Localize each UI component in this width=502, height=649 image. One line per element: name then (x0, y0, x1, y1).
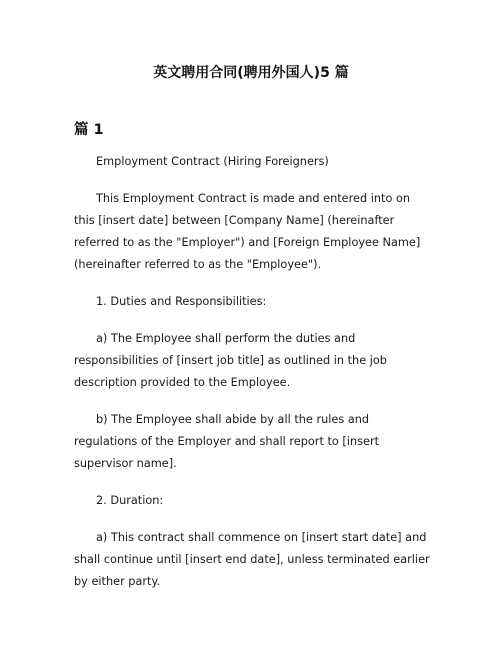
document-body (74, 151, 434, 608)
document-title: 英文聘用合同(聘用外国人)5 篇 (153, 65, 349, 81)
section-heading: 篇 1 (74, 122, 104, 138)
paragraph-duty-b: b) The Employee shall abide by all the rules and regulations of the Employer and shall report to [insert supervisor name]. (74, 413, 380, 470)
paragraph-contract-title: Employment Contract (Hiring Foreigners) (96, 155, 329, 168)
paragraph-intro: This Employment Contract is made and entered into on this [insert date] between [Company Name] (hereinafter referred to as the "Employer") and [Foreign Employee Name] (hereinafter referred to as the "Employee"). (74, 192, 421, 271)
paragraph-duration-a: a) This contract shall commence on [insert start date] and shall continue until [insert end date], unless terminated earlier by either party. (74, 531, 430, 588)
paragraph-duty-a: a) The Employee shall perform the duties and responsibilities of [insert job title] as outlined in the job description provided to the Employee. (74, 332, 387, 389)
paragraph-duties-heading: 1. Duties and Responsibilities: (96, 295, 267, 308)
paragraph-duration-heading: 2. Duration: (96, 494, 164, 507)
